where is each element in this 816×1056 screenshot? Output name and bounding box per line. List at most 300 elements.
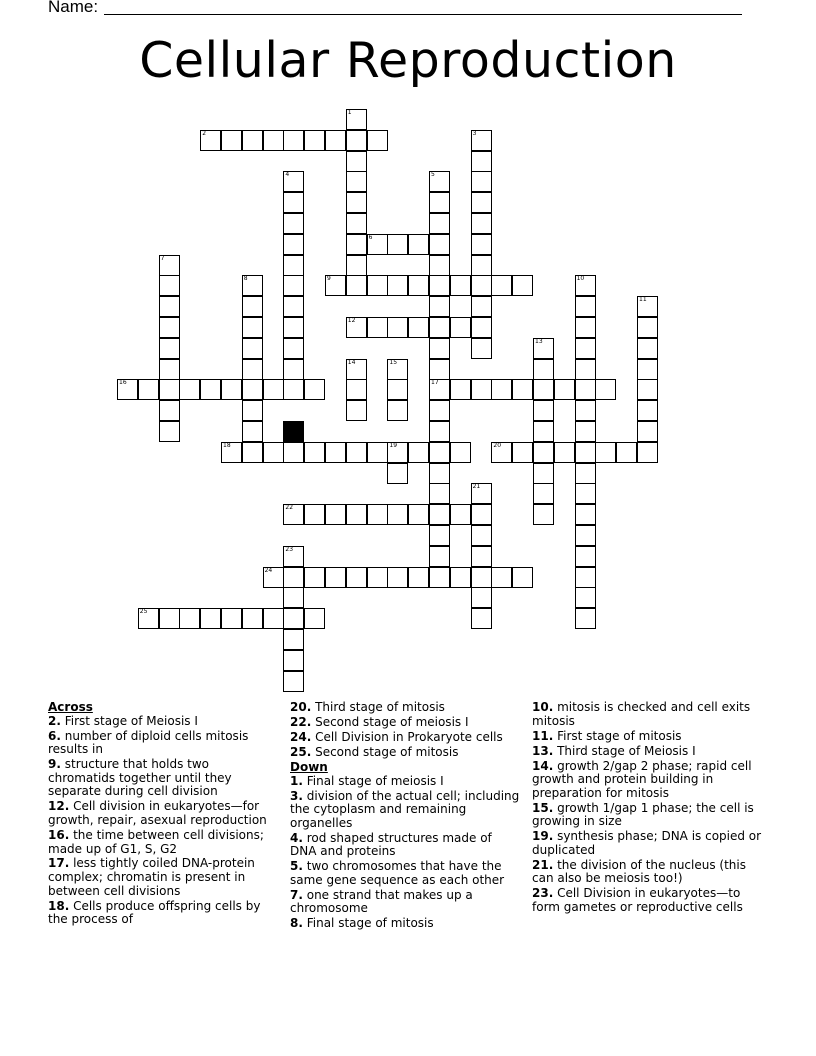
clue-number: 6 — [368, 233, 373, 241]
grid-cell[interactable] — [450, 275, 471, 296]
clue-number: 21 — [472, 483, 481, 491]
grid-cell[interactable] — [429, 192, 450, 213]
clue-number-label: 21. — [532, 857, 554, 872]
clue-text: the division of the nucleus (this can also be meiosis too!) — [532, 857, 746, 886]
grid-cell[interactable] — [304, 379, 325, 400]
grid-cell[interactable] — [471, 317, 492, 338]
grid-cell[interactable] — [575, 442, 596, 463]
grid-cell[interactable] — [283, 629, 304, 650]
grid-cell[interactable] — [159, 338, 180, 359]
clue-text: less tightly coiled DNA-protein complex; chromatin is present in between cell divisions — [48, 856, 255, 898]
grid-cell[interactable] — [491, 567, 512, 588]
clue-number-label: 7. — [290, 887, 303, 902]
grid-cell[interactable] — [637, 296, 658, 317]
grid-cell[interactable] — [429, 379, 450, 400]
grid-cell[interactable] — [387, 379, 408, 400]
grid-cell[interactable] — [512, 442, 533, 463]
clue-number: 22 — [285, 504, 294, 512]
clue-number: 1 — [347, 109, 352, 116]
grid-cell[interactable] — [263, 608, 284, 629]
clue-number-label: 8. — [290, 916, 303, 931]
grid-cell[interactable] — [283, 213, 304, 234]
clue-number-label: 24. — [290, 729, 312, 744]
grid-cell[interactable] — [283, 379, 304, 400]
grid-cell[interactable] — [491, 275, 512, 296]
grid-cell[interactable] — [367, 130, 388, 151]
grid-cell[interactable] — [387, 234, 408, 255]
grid-cell[interactable] — [159, 296, 180, 317]
grid-cell[interactable] — [429, 359, 450, 380]
clue-text: the time between cell divisions; made up of G1, S, G2 — [48, 827, 264, 856]
grid-cell[interactable] — [471, 234, 492, 255]
grid-cell[interactable] — [325, 275, 346, 296]
clue-text: Cell division in eukaryotes—for growth, repair, asexual reproduction — [48, 799, 267, 827]
down-clue — [532, 802, 768, 829]
grid-cell[interactable] — [575, 567, 596, 588]
grid-cell[interactable] — [242, 359, 263, 380]
grid-cell[interactable] — [325, 442, 346, 463]
grid-cell[interactable] — [429, 171, 450, 192]
grid-cell[interactable] — [242, 130, 263, 151]
grid-cell[interactable] — [533, 359, 554, 380]
grid-cell[interactable] — [429, 275, 450, 296]
clue-number: 13 — [535, 337, 543, 345]
grid-cell[interactable] — [346, 317, 367, 338]
grid-cell[interactable] — [429, 255, 450, 276]
grid-cell[interactable] — [575, 504, 596, 525]
grid-cell[interactable] — [367, 275, 388, 296]
clue-number: 14 — [347, 358, 356, 366]
grid-cell[interactable] — [471, 213, 492, 234]
grid-cell[interactable] — [283, 192, 304, 213]
clue-number-label: 25. — [290, 744, 312, 759]
grid-cell[interactable] — [283, 442, 304, 463]
clue-number-label: 15. — [532, 800, 554, 815]
name-label: Name: — [48, 0, 99, 16]
down-clue — [532, 701, 768, 728]
grid-cell[interactable] — [117, 379, 138, 400]
grid-cell[interactable] — [408, 504, 429, 525]
clue-number: 23 — [285, 545, 294, 553]
clue-text: Cell Division in Prokaryote cells — [311, 729, 503, 744]
across-clue — [48, 715, 278, 729]
grid-cell[interactable] — [429, 504, 450, 525]
grid-cell[interactable] — [304, 504, 325, 525]
clue-number-label: 13. — [532, 743, 554, 758]
grid-cell[interactable] — [283, 255, 304, 276]
clue-text: growth 2/gap 2 phase; rapid cell growth and protein building in preparation for mitosis — [532, 758, 752, 800]
clue-text: Third stage of mitosis — [311, 700, 445, 714]
grid-cell[interactable] — [367, 442, 388, 463]
grid-cell[interactable] — [575, 587, 596, 608]
grid-cell[interactable] — [263, 442, 284, 463]
grid-cell[interactable] — [283, 650, 304, 671]
grid-cell[interactable] — [575, 400, 596, 421]
grid-cell[interactable] — [533, 483, 554, 504]
grid-cell[interactable] — [387, 400, 408, 421]
grid-cell[interactable] — [429, 213, 450, 234]
grid-cell[interactable] — [367, 567, 388, 588]
grid-cell[interactable] — [242, 608, 263, 629]
grid-cell[interactable] — [408, 275, 429, 296]
grid-cell[interactable] — [429, 296, 450, 317]
grid-cell[interactable] — [471, 525, 492, 546]
clue-text: number of diploid cells mitosis results in — [48, 728, 249, 757]
grid-cell[interactable] — [387, 359, 408, 380]
across-heading: Across — [48, 700, 93, 714]
grid-cell[interactable] — [616, 442, 637, 463]
clue-number: 12 — [347, 317, 356, 324]
grid-cell[interactable] — [283, 546, 304, 567]
grid-cell[interactable] — [283, 296, 304, 317]
grid-cell[interactable] — [575, 296, 596, 317]
across-clue — [290, 746, 520, 760]
grid-cell[interactable] — [159, 275, 180, 296]
grid-cell[interactable] — [325, 567, 346, 588]
grid-cell[interactable] — [637, 442, 658, 463]
grid-cell[interactable] — [429, 546, 450, 567]
clue-text: First stage of mitosis — [553, 728, 682, 743]
grid-cell[interactable] — [471, 504, 492, 525]
grid-cell[interactable] — [138, 379, 159, 400]
grid-cell[interactable] — [575, 421, 596, 442]
grid-cell[interactable] — [637, 317, 658, 338]
clue-number: 5 — [431, 171, 435, 179]
grid-cell[interactable] — [346, 151, 367, 172]
down-clue — [532, 887, 768, 914]
grid-cell[interactable] — [408, 567, 429, 588]
grid-cell[interactable] — [637, 359, 658, 380]
grid-cell[interactable] — [533, 442, 554, 463]
down-heading: Down — [290, 759, 328, 774]
grid-cell[interactable] — [471, 567, 492, 588]
clue-number: 25 — [139, 608, 148, 616]
grid-cell[interactable] — [450, 504, 471, 525]
grid-cell[interactable] — [346, 567, 367, 588]
clue-number-label: 16. — [48, 827, 70, 842]
grid-cell[interactable] — [346, 275, 367, 296]
across-clue — [290, 731, 520, 745]
clue-number-label: 14. — [532, 758, 554, 773]
grid-cell[interactable] — [263, 567, 284, 588]
grid-cell[interactable] — [491, 442, 512, 463]
grid-cell[interactable] — [242, 275, 263, 296]
clue-text: division of the actual cell; including the cytoplasm and remaining organelles — [290, 788, 520, 830]
grid-cell[interactable] — [159, 400, 180, 421]
clue-text: First stage of Meiosis I — [60, 713, 198, 728]
clue-text: synthesis phase; DNA is copied or duplicated — [532, 829, 762, 857]
grid-cell[interactable] — [429, 400, 450, 421]
grid-cell[interactable] — [450, 317, 471, 338]
grid-cell[interactable] — [533, 463, 554, 484]
grid-cell[interactable] — [367, 317, 388, 338]
grid-cell[interactable] — [575, 525, 596, 546]
grid-cell[interactable] — [533, 379, 554, 400]
across-clue — [48, 758, 278, 799]
grid-cell[interactable] — [471, 587, 492, 608]
grid-cell[interactable] — [283, 671, 304, 692]
clue-number: 24 — [264, 566, 273, 574]
grid-cell[interactable] — [408, 317, 429, 338]
grid-cell[interactable] — [159, 317, 180, 338]
grid-cell[interactable] — [450, 442, 471, 463]
clue-text: Cells produce offspring cells by the process of — [48, 898, 261, 927]
grid-cell[interactable] — [283, 234, 304, 255]
grid-cell[interactable] — [512, 567, 533, 588]
clue-number-label: 23. — [532, 886, 554, 901]
down-clue — [290, 917, 520, 931]
grid-cell[interactable] — [200, 379, 221, 400]
grid-cell[interactable] — [429, 463, 450, 484]
down-clue — [532, 745, 768, 759]
clue-column-1 — [48, 701, 278, 928]
grid-cell[interactable] — [450, 567, 471, 588]
grid-cell[interactable] — [242, 400, 263, 421]
grid-cell[interactable] — [387, 567, 408, 588]
grid-cell[interactable] — [575, 379, 596, 400]
clue-number: 17 — [431, 379, 439, 387]
grid-cell[interactable] — [179, 379, 200, 400]
clue-number-label: 2. — [48, 713, 61, 728]
grid-cell[interactable] — [429, 421, 450, 442]
clue-text: Final stage of meiosis I — [302, 773, 444, 788]
grid-cell[interactable] — [575, 483, 596, 504]
grid-cell[interactable] — [304, 608, 325, 629]
clue-number: 15 — [389, 358, 398, 366]
clue-number: 19 — [389, 441, 398, 449]
grid-cell[interactable] — [221, 130, 242, 151]
grid-cell[interactable] — [159, 379, 180, 400]
grid-cell[interactable] — [159, 608, 180, 629]
grid-cell[interactable] — [429, 317, 450, 338]
grid-cell[interactable] — [304, 130, 325, 151]
grid-cell[interactable] — [283, 338, 304, 359]
grid-cell[interactable] — [346, 130, 367, 151]
clue-text: rod shaped structures made of DNA and proteins — [290, 830, 492, 859]
clue-number: 4 — [285, 171, 290, 179]
clue-number: 11 — [639, 296, 647, 304]
grid-cell[interactable] — [346, 255, 367, 276]
grid-cell[interactable] — [471, 338, 492, 359]
clue-number-label: 1. — [290, 773, 303, 788]
down-clue — [290, 860, 520, 887]
grid-cell[interactable] — [242, 379, 263, 400]
clue-number-label: 19. — [532, 829, 554, 844]
clue-text: two chromosomes that have the same gene sequence as each other — [290, 859, 505, 887]
clue-number-label: 5. — [290, 859, 303, 874]
across-clue — [48, 900, 278, 927]
grid-cell[interactable] — [283, 567, 304, 588]
grid-cell[interactable] — [471, 296, 492, 317]
clue-number: 20 — [493, 441, 502, 449]
clue-number-label: 22. — [290, 714, 312, 729]
grid-cell[interactable] — [387, 442, 408, 463]
clue-number-label: 3. — [290, 788, 303, 803]
down-clue — [290, 832, 520, 859]
grid-cell[interactable] — [429, 567, 450, 588]
grid-cell[interactable] — [221, 379, 242, 400]
grid-cell[interactable] — [221, 608, 242, 629]
clue-number-label: 20. — [290, 700, 312, 714]
clue-number-label: 6. — [48, 728, 61, 743]
grid-cell[interactable] — [159, 255, 180, 276]
grid-cell[interactable] — [387, 317, 408, 338]
grid-cell[interactable] — [637, 338, 658, 359]
grid-cell[interactable] — [304, 567, 325, 588]
down-clue — [290, 790, 520, 831]
across-clue — [48, 730, 278, 757]
grid-cell[interactable] — [283, 317, 304, 338]
grid-cell[interactable] — [159, 421, 180, 442]
grid-cell[interactable] — [575, 546, 596, 567]
grid-cell[interactable] — [242, 442, 263, 463]
clue-number-label: 4. — [290, 830, 303, 845]
grid-cell[interactable] — [325, 130, 346, 151]
grid-cell[interactable] — [138, 608, 159, 629]
grid-cell[interactable] — [283, 359, 304, 380]
clue-text: structure that holds two chromatids together until they separate during cell division — [48, 757, 232, 799]
clue-column-3 — [532, 701, 768, 916]
grid-cell[interactable] — [346, 234, 367, 255]
grid-cell[interactable] — [429, 338, 450, 359]
grid-cell[interactable] — [387, 275, 408, 296]
grid-cell[interactable] — [471, 255, 492, 276]
grid-cell[interactable] — [575, 608, 596, 629]
grid-cell[interactable] — [575, 317, 596, 338]
grid-cell[interactable] — [304, 442, 325, 463]
grid-cell[interactable] — [533, 504, 554, 525]
grid-cell[interactable] — [242, 317, 263, 338]
grid-cell[interactable] — [242, 296, 263, 317]
clue-text: growth 1/gap 1 phase; the cell is growing in size — [532, 800, 754, 829]
grid-cell[interactable] — [450, 379, 471, 400]
black-cell — [283, 421, 304, 442]
clue-number: 2 — [202, 129, 207, 137]
grid-cell[interactable] — [263, 379, 284, 400]
grid-cell[interactable] — [346, 359, 367, 380]
grid-cell[interactable] — [387, 504, 408, 525]
down-clue — [532, 730, 768, 744]
clue-text: Third stage of Meiosis I — [553, 743, 696, 758]
down-clue — [532, 760, 768, 801]
grid-cell[interactable] — [200, 130, 221, 151]
grid-cell[interactable] — [408, 234, 429, 255]
clue-text: Second stage of meiosis I — [311, 714, 469, 729]
page-title: Cellular Reproduction — [139, 32, 677, 89]
clue-number-label: 9. — [48, 757, 61, 772]
grid-cell[interactable] — [491, 379, 512, 400]
grid-cell[interactable] — [512, 379, 533, 400]
grid-cell[interactable] — [263, 130, 284, 151]
grid-cell[interactable] — [575, 275, 596, 296]
grid-cell[interactable] — [283, 130, 304, 151]
grid-cell[interactable] — [408, 442, 429, 463]
grid-cell[interactable] — [387, 463, 408, 484]
grid-cell[interactable] — [471, 546, 492, 567]
clue-number-label: 10. — [532, 700, 554, 714]
grid-cell[interactable] — [429, 525, 450, 546]
down-clue — [532, 859, 768, 886]
grid-cell[interactable] — [346, 504, 367, 525]
grid-cell[interactable] — [346, 213, 367, 234]
grid-cell[interactable] — [283, 275, 304, 296]
clue-text: one strand that makes up a chromosome — [290, 887, 473, 916]
down-clue — [532, 830, 768, 857]
grid-cell[interactable] — [512, 275, 533, 296]
across-clue — [48, 829, 278, 856]
grid-cell[interactable] — [283, 608, 304, 629]
grid-cell[interactable] — [554, 442, 575, 463]
grid-cell[interactable] — [575, 463, 596, 484]
grid-cell[interactable] — [471, 192, 492, 213]
grid-cell[interactable] — [159, 359, 180, 380]
grid-cell[interactable] — [242, 421, 263, 442]
grid-cell[interactable] — [533, 421, 554, 442]
across-clue — [290, 716, 520, 730]
grid-cell[interactable] — [429, 483, 450, 504]
grid-cell[interactable] — [346, 109, 367, 130]
grid-cell[interactable] — [554, 379, 575, 400]
grid-cell[interactable] — [533, 338, 554, 359]
clue-text: Cell Division in eukaryotes—to form gametes or reproductive cells — [532, 886, 743, 915]
across-clue — [290, 701, 520, 715]
grid-cell[interactable] — [346, 379, 367, 400]
clue-number: 7 — [160, 254, 165, 262]
grid-cell[interactable] — [533, 400, 554, 421]
grid-cell[interactable] — [283, 171, 304, 192]
grid-cell[interactable] — [325, 504, 346, 525]
clue-column-2 — [290, 701, 520, 932]
grid-cell[interactable] — [283, 587, 304, 608]
grid-cell[interactable] — [221, 442, 242, 463]
grid-cell[interactable] — [346, 192, 367, 213]
grid-cell[interactable] — [346, 171, 367, 192]
grid-cell[interactable] — [471, 171, 492, 192]
across-clue — [48, 800, 278, 827]
clue-number: 10 — [576, 275, 585, 283]
grid-cell[interactable] — [471, 275, 492, 296]
grid-cell[interactable] — [471, 608, 492, 629]
clue-text: mitosis is checked and cell exits mitosis — [532, 700, 751, 728]
across-clue — [48, 857, 278, 898]
grid-cell[interactable] — [575, 359, 596, 380]
grid-cell[interactable] — [242, 338, 263, 359]
grid-cell[interactable] — [429, 234, 450, 255]
grid-cell[interactable] — [471, 483, 492, 504]
grid-cell[interactable] — [429, 442, 450, 463]
clue-number-label: 11. — [532, 728, 554, 743]
clue-number-label: 18. — [48, 898, 70, 913]
grid-cell[interactable] — [200, 608, 221, 629]
clue-number: 18 — [223, 441, 231, 449]
grid-cell[interactable] — [575, 338, 596, 359]
grid-cell[interactable] — [471, 130, 492, 151]
grid-cell[interactable] — [367, 234, 388, 255]
grid-cell[interactable] — [637, 379, 658, 400]
grid-cell[interactable] — [595, 442, 616, 463]
grid-cell[interactable] — [346, 442, 367, 463]
grid-cell[interactable] — [471, 379, 492, 400]
grid-cell[interactable] — [367, 504, 388, 525]
grid-cell[interactable] — [179, 608, 200, 629]
grid-cell[interactable] — [637, 421, 658, 442]
clue-text: Second stage of mitosis — [311, 744, 459, 759]
grid-cell[interactable] — [595, 379, 616, 400]
grid-cell[interactable] — [471, 151, 492, 172]
grid-cell[interactable] — [283, 504, 304, 525]
grid-cell[interactable] — [637, 400, 658, 421]
grid-cell[interactable] — [346, 400, 367, 421]
